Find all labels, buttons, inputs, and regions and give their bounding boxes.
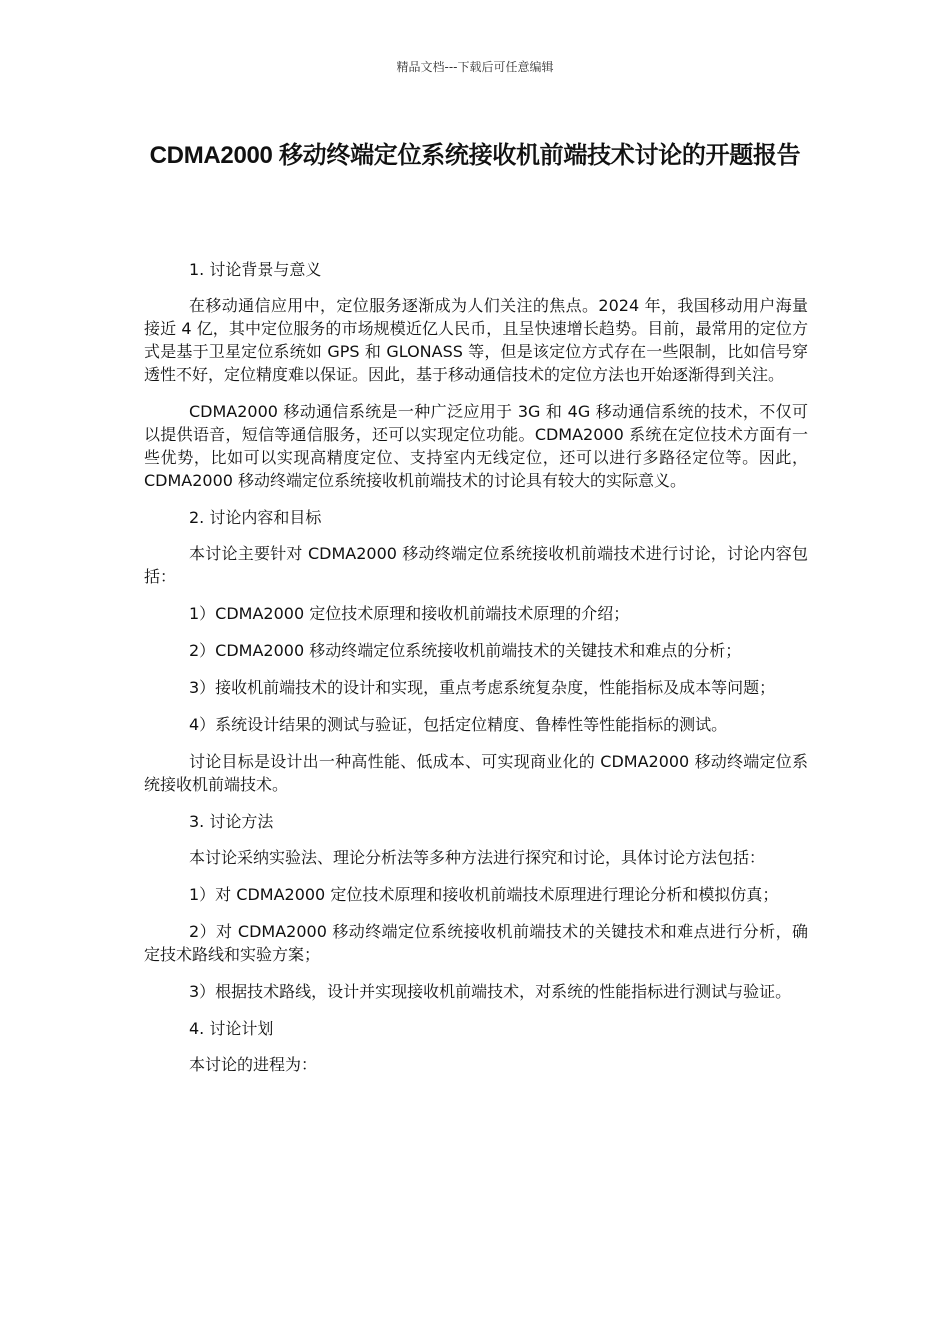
section-heading-method: 3. 讨论方法 [189,812,274,831]
list-item-method-2: 2）对 CDMA2000 移动终端定位系统接收机前端技术的关键技术和难点进行分析，确定技术路线和实验方案； [144,922,808,964]
document-title: CDMA2000 移动终端定位系统接收机前端技术讨论的开题报告 [149,142,801,169]
paragraph-goal: 讨论目标是设计出一种高性能、低成本、可实现商业化的 CDMA2000 移动终端定位系统接收机前端技术。 [144,752,808,794]
paragraph-plan-intro: 本讨论的进程为： [189,1055,318,1074]
page-header: 精品文档---下载后可任意编辑 [396,60,554,74]
list-item-method-1: 1）对 CDMA2000 定位技术原理和接收机前端技术原理进行理论分析和模拟仿真； [189,885,779,904]
list-item-content-1: 1）CDMA2000 定位技术原理和接收机前端技术原理的介绍； [189,604,630,623]
paragraph-method-intro: 本讨论采纳实验法、理论分析法等多种方法进行探究和讨论，具体讨论方法包括： [189,848,766,867]
paragraph-background-2: CDMA2000 移动通信系统是一种广泛应用于 3G 和 4G 移动通信系统的技术，不仅可以提供语音，短信等通信服务，还可以实现定位功能。CDMA2000 系统在定位技术方面有一些优势，比如可以实现高精度定位、支持室内无线定位，还可以进行多路径定位等。因此，CDMA2000 移动终端定位系统接收机前端技术的讨论具有较大的实际意义。 [144,402,808,490]
list-item-content-4: 4）系统设计结果的测试与验证，包括定位精度、鲁棒性等性能指标的测试。 [189,715,728,734]
paragraph-content-intro: 本讨论主要针对 CDMA2000 移动终端定位系统接收机前端技术进行讨论，讨论内容包括： [144,544,808,586]
section-heading-background: 1. 讨论背景与意义 [189,260,322,279]
section-heading-plan: 4. 讨论计划 [189,1019,274,1038]
document-body [144,258,808,1090]
list-item-content-3: 3）接收机前端技术的设计和实现，重点考虑系统复杂度，性能指标及成本等问题； [189,678,776,697]
list-item-method-3: 3）根据技术路线，设计并实现接收机前端技术，对系统的性能指标进行测试与验证。 [189,982,792,1001]
paragraph-background-1: 在移动通信应用中，定位服务逐渐成为人们关注的焦点。2024 年，我国移动用户海量接近 4 亿，其中定位服务的市场规模近亿人民币，且呈快速增长趋势。目前，最常用的定位方式是基于卫星定位系统如 GPS 和 GLONASS 等，但是该定位方式存在一些限制，比如信号穿透性不好，定位精度难以保证。因此，基于移动通信技术的定位方法也开始逐渐得到关注。 [144,296,808,384]
section-heading-content: 2. 讨论内容和目标 [189,508,322,527]
list-item-content-2: 2）CDMA2000 移动终端定位系统接收机前端技术的关键技术和难点的分析； [189,641,742,660]
